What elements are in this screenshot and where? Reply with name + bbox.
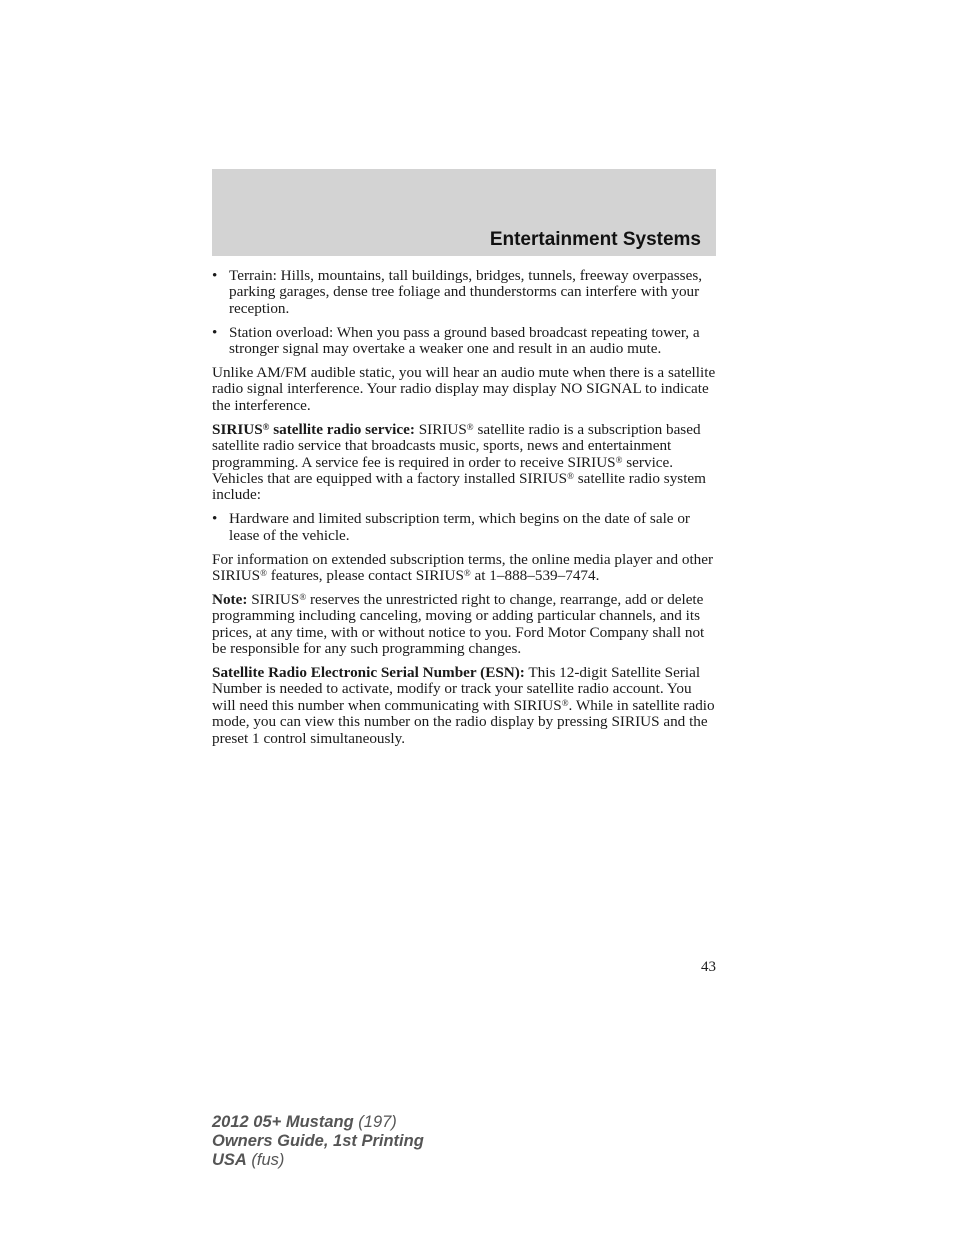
footer-line-guide: Owners Guide, 1st Printing <box>212 1132 424 1150</box>
section-title: Entertainment Systems <box>489 229 701 250</box>
bullet-dot: • <box>212 323 218 341</box>
paragraph-interference: Unlike AM/FM audible static, you will hear an audio mute when there is a satellite radio signal interference. Your radio display may display NO SIGNAL to indicate the interference. <box>212 364 716 414</box>
paragraph-subscription: For information on extended subscription terms, the online media player and other SIRIUS® features, please contact SIRIUS® at 1–888–539–7474. <box>212 550 714 584</box>
paragraph-note: Note: SIRIUS® reserves the unrestricted right to change, rearrange, add or delete programming including canceling, moving or adding particular channels, and its prices, at any time, with or without notice to you. Ford Motor Company shall not be responsible for any such programming changes. <box>212 590 705 658</box>
bullet-item-hardware <box>212 511 716 544</box>
bullet-dot: • <box>212 267 218 284</box>
sirius-service-label: SIRIUS® satellite radio service: <box>212 420 415 438</box>
bullet-text: Hardware and limited subscription term, which begins on the date of sale or lease of the vehicle. <box>229 510 690 544</box>
footer-line-model: 2012 05+ Mustang (197) <box>212 1113 397 1131</box>
document-footer <box>212 1113 424 1170</box>
note-label: Note: <box>212 590 248 608</box>
bullet-item-station-overload <box>212 325 716 358</box>
bullet-text: Terrain: Hills, mountains, tall buildings, bridges, tunnels, freeway overpasses, parking garages, dense tree foliage and thunderstorms can interfere with your reception. <box>229 267 703 317</box>
esn-label: Satellite Radio Electronic Serial Number (ESN): <box>212 664 525 682</box>
section-header-band <box>212 169 716 256</box>
footer-line-region: USA (fus) <box>212 1151 285 1169</box>
paragraph-esn: Satellite Radio Electronic Serial Number (ESN): This 12-digit Satellite Serial Number is needed to activate, modify or track your satellite radio account. You will need this number when communicating with SIRIUS®. While in satellite radio mode, you can view this number on the radio display by pressing SIRIUS and the preset 1 control simultaneously. <box>212 664 715 747</box>
bullet-text: Station overload: When you pass a ground based broadcast repeating tower, a stronger signal may overtake a weaker one and result in an audio mute. <box>229 323 700 358</box>
paragraph-sirius-service: SIRIUS® satellite radio service: SIRIUS® satellite radio is a subscription based satellite radio service that broadcasts music, sports, news and entertainment programming. A service fee is required in order to receive SIRIUS® service. Vehicles that are equipped with a factory installed SIRIUS® satellite radio system include: <box>212 420 706 504</box>
bullet-dot: • <box>212 510 218 528</box>
page-content <box>212 268 716 755</box>
page-number: 43 <box>701 959 716 975</box>
bullet-item-terrain <box>212 268 716 317</box>
